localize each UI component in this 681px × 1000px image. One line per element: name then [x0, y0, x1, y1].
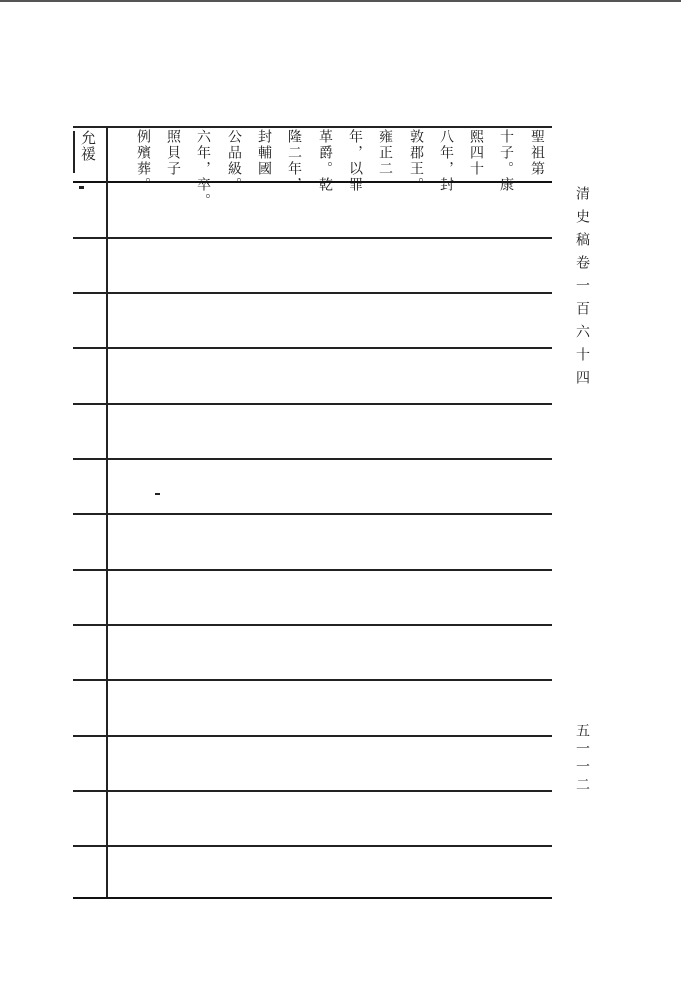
table-bottom-rule [73, 897, 552, 899]
text-column: 熙四十 [468, 129, 484, 177]
row-divider [73, 845, 552, 847]
text-column: 十子。康 [498, 129, 514, 193]
ink-mark [155, 493, 160, 495]
text-column: 例殯葬。 [135, 129, 151, 193]
row-divider [73, 347, 552, 349]
genealogy-table [73, 126, 552, 899]
row-divider [73, 237, 552, 239]
text-column: 八年，封 [438, 129, 454, 193]
text-column: 封輔國 [256, 129, 272, 177]
text-column: 聖祖第 [529, 129, 545, 177]
row-divider [73, 735, 552, 737]
text-column: 敦郡王。 [408, 129, 424, 193]
page-number: 五一一二 [574, 723, 590, 795]
running-title: 清史稿卷一百六十四 [574, 186, 590, 393]
text-column: 革爵。乾 [317, 129, 333, 193]
page-top-border [0, 0, 681, 2]
row-divider [73, 569, 552, 571]
text-column: 公品級。 [226, 129, 242, 193]
row-divider [73, 624, 552, 626]
text-column: 年，以罪 [347, 129, 363, 193]
name-column-divider [106, 126, 108, 897]
row-divider [73, 403, 552, 405]
row-divider [73, 458, 552, 460]
row-divider [73, 679, 552, 681]
row-divider [73, 790, 552, 792]
text-column: 雍正二 [377, 129, 393, 177]
table-top-rule [73, 126, 552, 128]
row-divider [73, 292, 552, 294]
row-divider [73, 513, 552, 515]
text-column: 照貝子 [165, 129, 181, 177]
text-column: 六年，卒。 [195, 129, 211, 209]
person-name: 允禐 [79, 130, 97, 162]
ink-mark [79, 186, 84, 189]
name-cell-left-edge [73, 131, 75, 173]
text-column: 隆二年， [286, 129, 302, 193]
